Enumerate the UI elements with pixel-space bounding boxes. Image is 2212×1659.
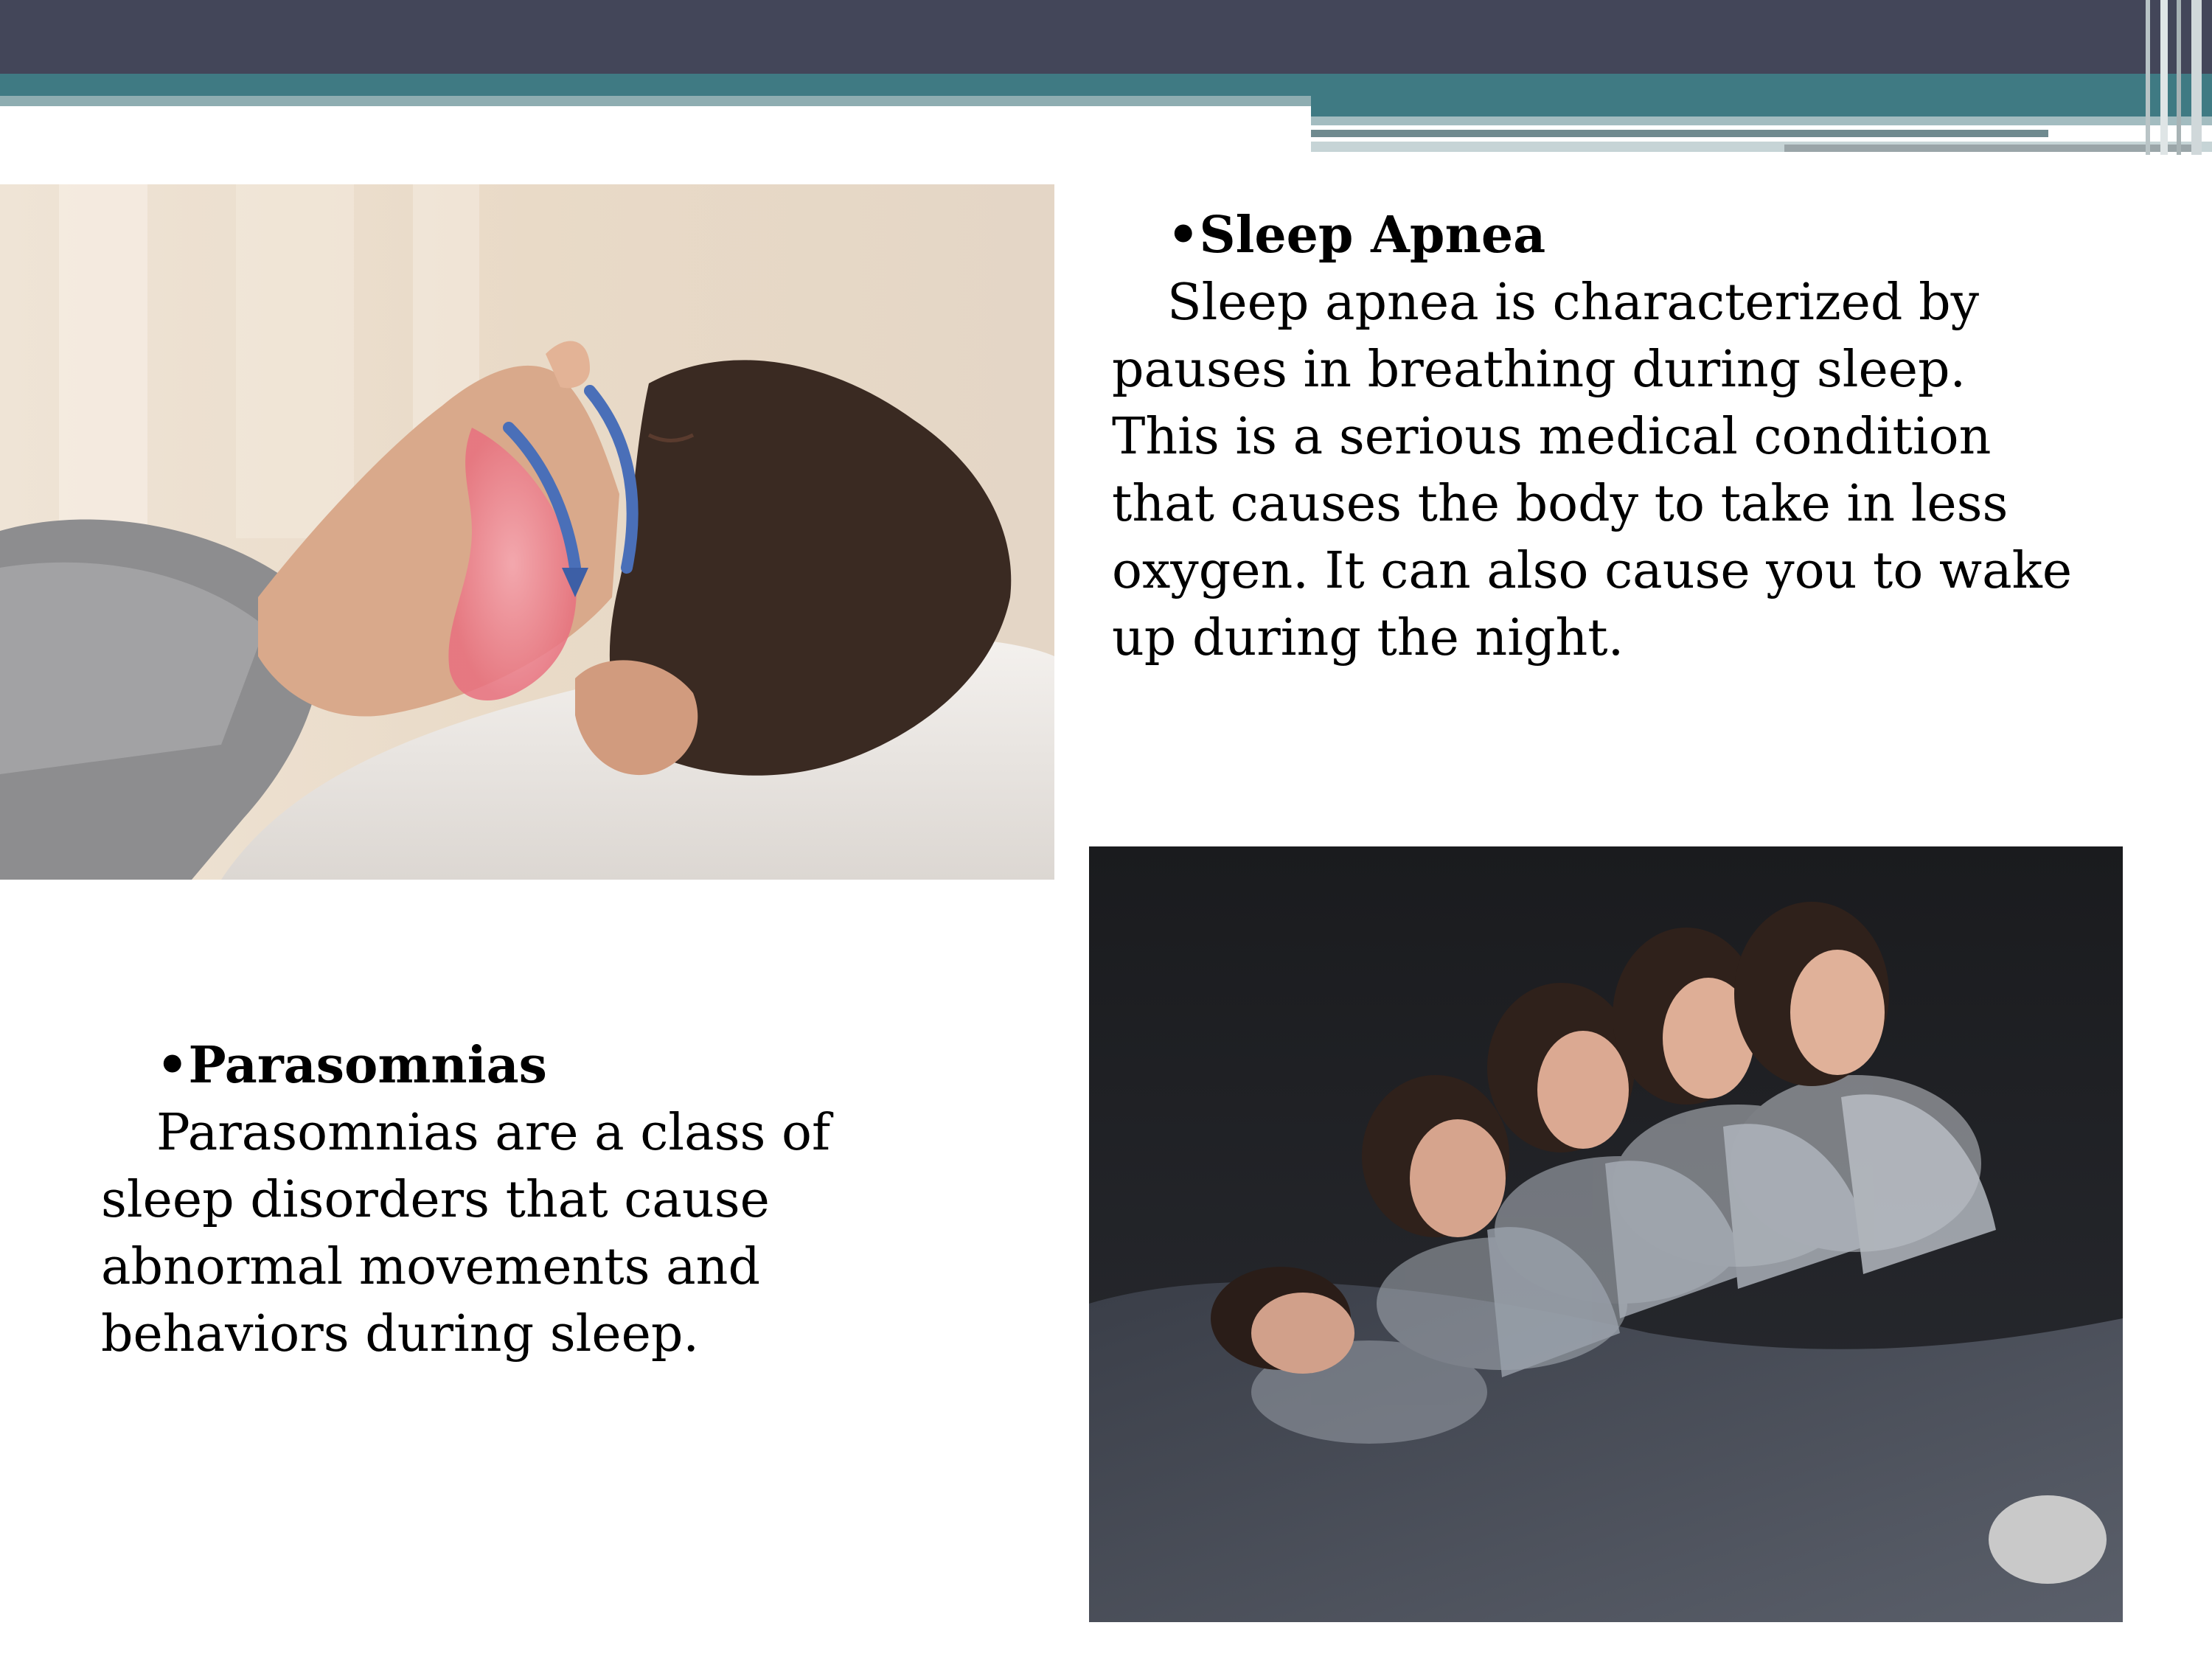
header-stripe-4 [1784,145,2197,152]
sleep-apnea-image [0,184,1054,880]
header-bar-teal-left-shadow [0,96,1311,106]
header-bar-teal-right [1311,74,2212,116]
sleep-apnea-section [1112,202,2174,672]
header-bar-dark [0,0,2212,74]
sleep-apnea-body-line: Sleep apnea is characterized by [1167,274,1980,332]
sleep-apnea-heading: •Sleep Apnea [1167,206,1546,265]
sleep-apnea-body-line: oxygen. It can also cause you to wake [1112,542,2073,600]
parasomnias-body-line: Parasomnias are a class of [156,1104,831,1162]
header-stripe-2 [1311,130,2048,137]
header-edge-line-2 [2160,0,2168,155]
header-edge-line-4 [2191,0,2202,155]
parasomnias-heading: •Parasomnias [156,1036,547,1095]
header-edge-line-1 [2146,0,2150,155]
sleep-apnea-body-line: that causes the body to take in less [1112,475,2008,533]
parasomnias-section [101,1032,1030,1368]
parasomnias-body-line: behaviors during sleep. [101,1305,700,1363]
parasomnias-image [1089,846,2123,1622]
sleep-apnea-body-line: pauses in breathing during sleep. [1112,341,1966,399]
parasomnias-body-line: sleep disorders that cause [101,1171,770,1229]
header-edge-line-3 [2177,0,2181,155]
sleep-apnea-body-line: up during the night. [1112,609,1624,667]
parasomnias-body-line: abnormal movements and [101,1238,760,1296]
header-bar-teal-left [0,74,1311,96]
sleep-apnea-body-line: This is a serious medical condition [1112,408,1992,466]
header-stripe-1 [1311,116,2212,125]
